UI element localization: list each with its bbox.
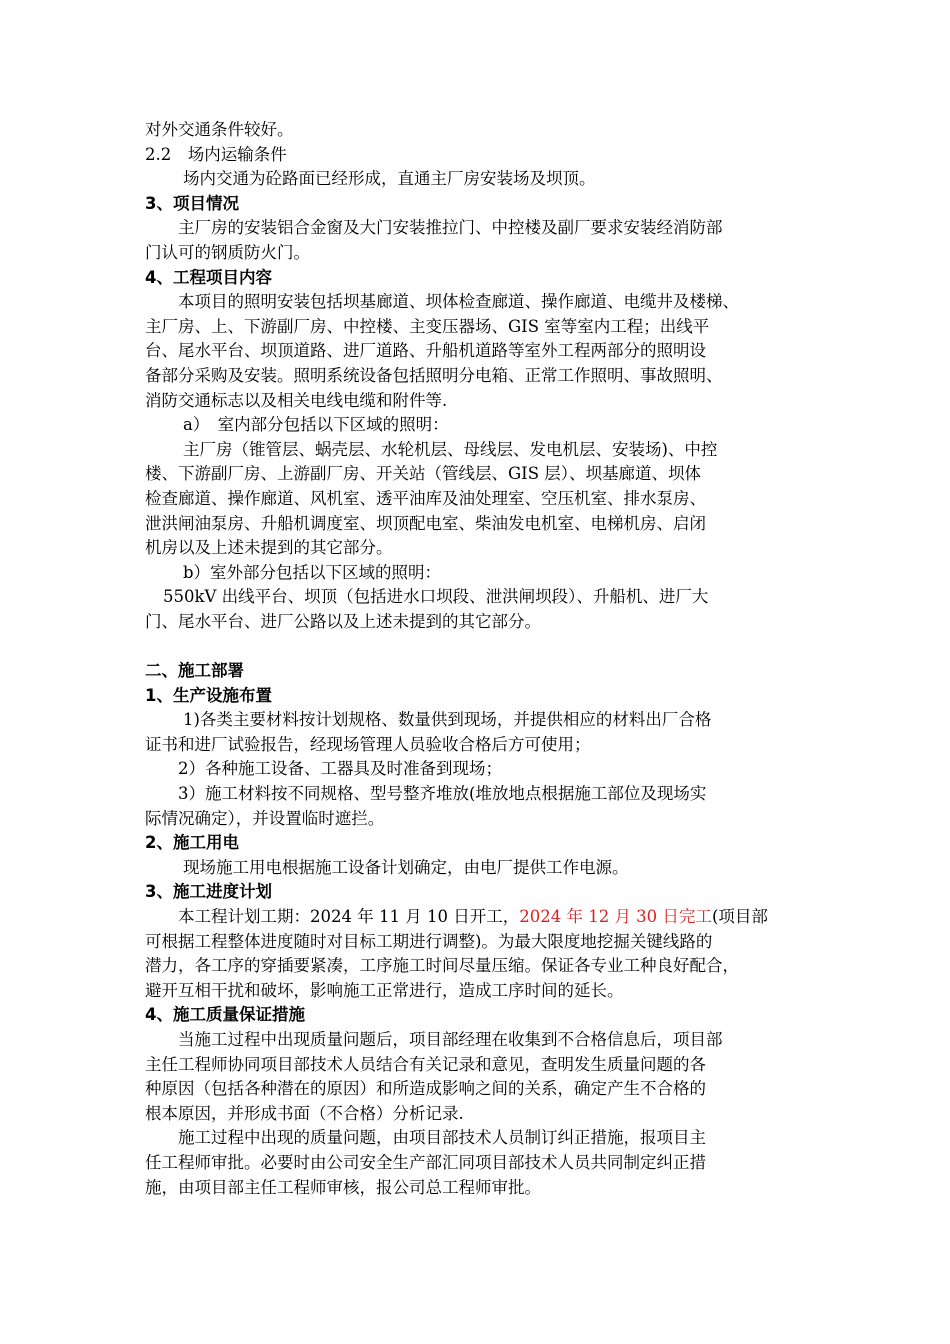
chapter-heading: 二、施工部署 <box>145 661 244 681</box>
schedule-start: 本工程计划工期：2024 年 11 月 10 日开工， <box>178 907 520 926</box>
section-heading: 3、施工进度计划 <box>145 882 272 902</box>
text-line: 机房以及上述未提到的其它部分。 <box>145 538 393 558</box>
blank-line <box>145 634 810 659</box>
document-page <box>145 118 810 1200</box>
section-heading: 1、生产设施布置 <box>145 685 272 705</box>
text-line: 主厂房、上、下游副厂房、中控楼、主变压器场、GIS 室等室内工程；出线平 <box>145 316 710 336</box>
text-line: a） 室内部分包括以下区域的照明： <box>183 415 449 435</box>
text-line: 际情况确定），并设置临时遮拦。 <box>145 808 385 828</box>
text-line: 本项目的照明安装包括坝基廊道、坝体检查廊道、操作廊道、电缆井及楼梯、 <box>178 292 739 312</box>
text-line: 3）施工材料按不同规格、型号整齐堆放(堆放地点根据施工部位及现场实 <box>178 784 707 804</box>
text-line: 门、尾水平台、进厂公路以及上述未提到的其它部分。 <box>145 611 541 631</box>
text-line: 证书和进厂试验报告，经现场管理人员验收合格后方可使用； <box>145 734 591 754</box>
section-heading: 2、施工用电 <box>145 833 239 853</box>
text-line: 1)各类主要材料按计划规格、数量供到现场，并提供相应的材料出厂合格 <box>183 710 712 730</box>
text-line: b）室外部分包括以下区域的照明： <box>183 562 442 582</box>
text-line: 主厂房（锥管层、蜗壳层、水轮机层、母线层、发电机层、安装场)、中控 <box>183 439 718 459</box>
text-line: 可根据工程整体进度随时对目标工期进行调整)。为最大限度地挖掘关键线路的 <box>145 931 713 951</box>
schedule-end-highlight: 2024 年 12 月 30 日完工 <box>519 907 712 926</box>
text-line: 任工程师审批。必要时由公司安全生产部汇同项目部技术人员共同制定纠正措 <box>145 1152 706 1172</box>
schedule-line <box>145 905 810 930</box>
text-line: 主厂房的安装铝合金窗及大门安装推拉门、中控楼及副厂要求安装经消防部 <box>178 218 723 238</box>
text-line: 施，由项目部主任工程师审核，报公司总工程师审批。 <box>145 1177 541 1197</box>
section-heading: 4、施工质量保证措施 <box>145 1005 305 1025</box>
text-line: 施工过程中出现的质量问题，由项目部技术人员制订纠正措施，报项目主 <box>178 1128 706 1148</box>
text-line: 检查廊道、操作廊道、风机室、透平油库及油处理室、空压机室、排水泵房、 <box>145 488 706 508</box>
text-line: 消防交通标志以及相关电线电缆和附件等. <box>145 390 448 410</box>
text-line: 2）各种施工设备、工器具及时准备到现场； <box>178 759 502 779</box>
text-line: 避开互相干扰和破坏，影响施工正常进行，造成工序时间的延长。 <box>145 980 624 1000</box>
text-line: 泄洪闸油泵房、升船机调度室、坝顶配电室、柴油发电机室、电梯机房、启闭 <box>145 513 706 533</box>
text-line: 主任工程师协同项目部技术人员结合有关记录和意见，查明发生质量问题的各 <box>145 1054 706 1074</box>
text-line: 场内交通为砼路面已经形成，直通主厂房安装场及坝顶。 <box>183 169 596 189</box>
section-heading: 4、工程项目内容 <box>145 267 272 287</box>
schedule-note: (项目部 <box>711 907 768 926</box>
text-line: 现场施工用电根据施工设备计划确定，由电厂提供工作电源。 <box>183 857 629 877</box>
text-line: 根本原因，并形成书面（不合格）分析记录. <box>145 1103 464 1123</box>
text-line: 楼、下游副厂房、上游副厂房、开关站（管线层、GIS 层）、坝基廊道、坝体 <box>145 464 701 484</box>
text-line: 潜力，各工序的穿插要紧凑，工序施工时间尽量压缩。保证各专业工种良好配合， <box>145 956 739 976</box>
text-line: 550kV 出线平台、坝顶（包括进水口坝段、泄洪闸坝段）、升船机、进厂大 <box>163 587 709 607</box>
text-line: 备部分采购及安装。照明系统设备包括照明分电箱、正常工作照明、事故照明、 <box>145 365 723 385</box>
text-line: 当施工过程中出现质量问题后，项目部经理在收集到不合格信息后，项目部 <box>178 1029 723 1049</box>
section-heading: 3、项目情况 <box>145 193 239 213</box>
text-line: 种原因（包括各种潜在的原因）和所造成影响之间的关系，确定产生不合格的 <box>145 1079 706 1099</box>
subsection-heading: 2.2 场内运输条件 <box>145 144 287 164</box>
text-line: 门认可的钢质防火门。 <box>145 242 310 262</box>
text-line: 对外交通条件较好。 <box>145 120 294 139</box>
text-line: 台、尾水平台、坝顶道路、进厂道路、升船机道路等室外工程两部分的照明设 <box>145 341 706 361</box>
